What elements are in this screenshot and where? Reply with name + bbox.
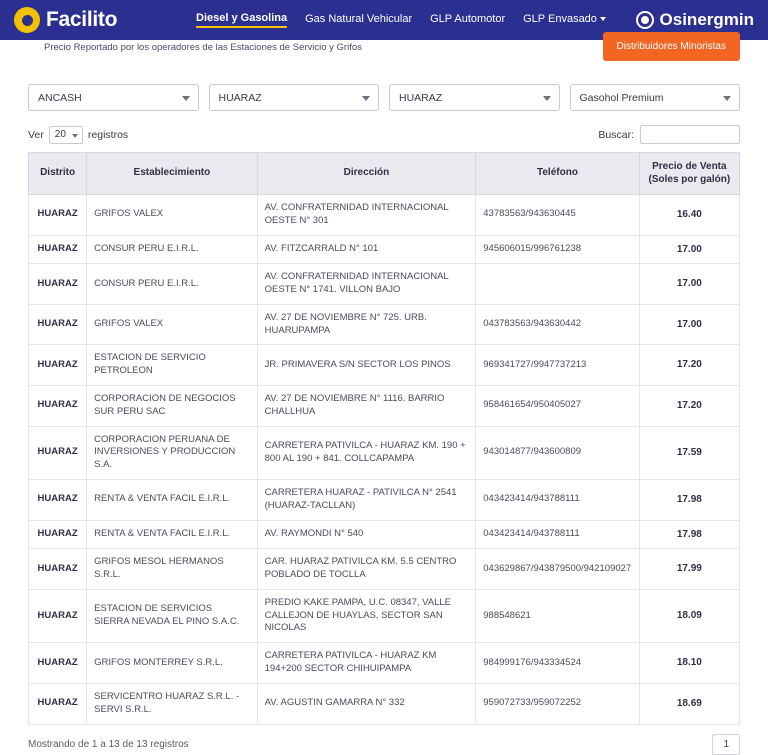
table-row xyxy=(29,386,740,427)
departamento-select[interactable] xyxy=(28,84,199,111)
cell-direccion: JR. PRIMAVERA S/N SECTOR LOS PINOS xyxy=(257,345,476,386)
table-row xyxy=(29,683,740,724)
provincia-value: HUARAZ xyxy=(218,91,262,104)
chevron-down-icon xyxy=(182,96,190,101)
cell-direccion: CAR. HUARAZ PATIVILCA KM. 5.5 CENTRO POBLADO DE TOCLLA xyxy=(257,549,476,590)
chevron-down-icon xyxy=(543,96,551,101)
table-row xyxy=(29,589,740,642)
column-header-precio-line2: (Soles por galón) xyxy=(648,173,731,185)
table-info: Mostrando de 1 a 13 de 13 registros xyxy=(28,738,189,750)
chevron-down-icon xyxy=(72,134,78,138)
table-row xyxy=(29,426,740,479)
sub-banner xyxy=(0,40,768,72)
cell-precio: 17.59 xyxy=(639,426,739,479)
cell-telefono: 43783563/943630445 xyxy=(476,195,639,236)
cell-distrito: HUARAZ xyxy=(29,643,87,684)
table-row xyxy=(29,235,740,264)
table-row xyxy=(29,643,740,684)
cell-establecimiento: CORPORACION PERUANA DE INVERSIONES Y PRODUCCION S.A. xyxy=(87,426,257,479)
cell-direccion: AV. CONFRATERNIDAD INTERNACIONAL OESTE N° 1741. VILLON BAJO xyxy=(257,264,476,305)
table-row xyxy=(29,195,740,236)
cell-telefono: 969341727/9947737213 xyxy=(476,345,639,386)
table-row xyxy=(29,264,740,305)
table-row xyxy=(29,520,740,549)
page-length-control xyxy=(28,126,128,144)
cell-precio: 17.99 xyxy=(639,549,739,590)
cell-establecimiento: GRIFOS MONTERREY S.R.L. xyxy=(87,643,257,684)
nav-item-glp-automotor[interactable] xyxy=(430,13,505,27)
cell-distrito: HUARAZ xyxy=(29,304,87,345)
search-input[interactable] xyxy=(640,125,740,144)
osinergmin-brand[interactable] xyxy=(636,10,754,30)
cell-precio: 18.69 xyxy=(639,683,739,724)
table-row xyxy=(29,480,740,521)
cell-distrito: HUARAZ xyxy=(29,683,87,724)
cell-establecimiento: SERVICENTRO HUARAZ S.R.L. - SERVI S.R.L. xyxy=(87,683,257,724)
provincia-select[interactable] xyxy=(209,84,380,111)
cell-distrito: HUARAZ xyxy=(29,520,87,549)
cell-direccion: CARRETERA HUARAZ - PATIVILCA N° 2541 (HUARAZ-TACLLAN) xyxy=(257,480,476,521)
cell-establecimiento: GRIFOS VALEX xyxy=(87,195,257,236)
cell-distrito: HUARAZ xyxy=(29,480,87,521)
nav-item-diesel-gasolina[interactable] xyxy=(196,12,287,28)
table-head xyxy=(29,153,740,195)
cell-telefono xyxy=(476,264,639,305)
cell-establecimiento: CONSUR PERU E.I.R.L. xyxy=(87,264,257,305)
cell-direccion: CARRETERA PATIVILCA - HUARAZ KM 194+200 SECTOR CHIHUIPAMPA xyxy=(257,643,476,684)
producto-value: Gasohol Premium xyxy=(579,91,664,104)
cell-establecimiento: CORPORACION DE NEGOCIOS SUR PERU SAC xyxy=(87,386,257,427)
cell-precio: 17.98 xyxy=(639,480,739,521)
cell-precio: 17.98 xyxy=(639,520,739,549)
nav-item-label: Diesel y Gasolina xyxy=(196,12,288,24)
cell-telefono: 943014877/943600809 xyxy=(476,426,639,479)
page-length-value: 20 xyxy=(54,129,66,140)
brand[interactable] xyxy=(14,7,164,33)
cell-direccion: AV. 27 DE NOVIEMBRE N° 1116. BARRIO CHALLHUA xyxy=(257,386,476,427)
brand-name: Facilito xyxy=(46,8,118,31)
cell-distrito: HUARAZ xyxy=(29,345,87,386)
osinergmin-logo-icon xyxy=(636,11,654,29)
sub-banner-text: Precio Reportado por los operadores de las Estaciones de Servicio y Grifos xyxy=(44,42,362,53)
nav-item-glp-envasado[interactable] xyxy=(523,13,606,27)
cell-precio: 17.00 xyxy=(639,304,739,345)
cell-establecimiento: ESTACION DE SERVICIO PETROLEON xyxy=(87,345,257,386)
column-header-precio[interactable] xyxy=(639,153,739,195)
cell-telefono: 043783563/943630442 xyxy=(476,304,639,345)
cell-telefono: 988548621 xyxy=(476,589,639,642)
chevron-down-icon xyxy=(723,96,731,101)
filter-bar xyxy=(0,72,768,111)
cell-distrito: HUARAZ xyxy=(29,195,87,236)
column-header-telefono[interactable]: Teléfono xyxy=(476,153,639,195)
producto-select[interactable] xyxy=(570,84,741,111)
results-table xyxy=(28,152,740,725)
distrito-select[interactable] xyxy=(389,84,560,111)
pagination-page-1[interactable]: 1 xyxy=(712,734,740,755)
cell-precio: 17.20 xyxy=(639,345,739,386)
cell-direccion: AV. AGUSTIN GAMARRA N° 332 xyxy=(257,683,476,724)
results-table-container xyxy=(0,152,768,725)
cell-establecimiento: CONSUR PERU E.I.R.L. xyxy=(87,235,257,264)
departamento-value: ANCASH xyxy=(38,91,82,104)
cell-telefono: 043629867/943879500/942109027 xyxy=(476,549,639,590)
distribuidores-minoristas-button[interactable]: Distribuidores Minoristas xyxy=(603,32,740,61)
cell-distrito: HUARAZ xyxy=(29,386,87,427)
cell-distrito: HUARAZ xyxy=(29,589,87,642)
cell-distrito: HUARAZ xyxy=(29,426,87,479)
nav-item-label: GLP Automotor xyxy=(430,13,506,25)
table-row xyxy=(29,549,740,590)
table-row xyxy=(29,345,740,386)
main-nav xyxy=(196,12,636,28)
cell-precio: 17.20 xyxy=(639,386,739,427)
cell-telefono: 043423414/943788111 xyxy=(476,520,639,549)
column-header-establecimiento[interactable]: Establecimiento xyxy=(87,153,257,195)
table-controls xyxy=(0,111,768,152)
cell-telefono: 945606015/996761238 xyxy=(476,235,639,264)
column-header-direccion[interactable]: Dirección xyxy=(257,153,476,195)
cell-telefono: 043423414/943788111 xyxy=(476,480,639,521)
page-length-select[interactable] xyxy=(49,126,83,144)
page-length-suffix: registros xyxy=(87,128,129,141)
cell-precio: 18.09 xyxy=(639,589,739,642)
table-footer xyxy=(0,725,768,755)
cell-telefono: 959072733/959072252 xyxy=(476,683,639,724)
cell-establecimiento: ESTACION DE SERVICIOS SIERRA NEVADA EL PINO S.A.C. xyxy=(87,589,257,642)
gear-circle-icon xyxy=(14,7,40,33)
cell-distrito: HUARAZ xyxy=(29,264,87,305)
osinergmin-name: Osinergmin xyxy=(659,10,754,29)
chevron-down-icon xyxy=(600,17,606,21)
distrito-value: HUARAZ xyxy=(399,91,443,104)
nav-item-label: Gas Natural Vehicular xyxy=(305,13,413,25)
column-header-precio-line1: Precio de Venta xyxy=(652,161,727,172)
cell-direccion: AV. 27 DE NOVIEMBRE N° 725. URB. HUARUPAMPA xyxy=(257,304,476,345)
column-header-distrito[interactable]: Distrito xyxy=(29,153,87,195)
chevron-down-icon xyxy=(362,96,370,101)
cell-direccion: AV. RAYMONDI N° 540 xyxy=(257,520,476,549)
cell-establecimiento: GRIFOS VALEX xyxy=(87,304,257,345)
cell-distrito: HUARAZ xyxy=(29,235,87,264)
cell-establecimiento: RENTA & VENTA FACIL E.I.R.L. xyxy=(87,520,257,549)
cell-direccion: PREDIO KAKE PAMPA, U.C. 08347, VALLE CALLEJON DE HUAYLAS, SECTOR SAN NICOLAS xyxy=(257,589,476,642)
table-body xyxy=(29,195,740,725)
cell-direccion: CARRETERA PATIVILCA - HUARAZ KM. 190 + 800 AL 190 + 841. COLLCAPAMPA xyxy=(257,426,476,479)
cell-precio: 17.00 xyxy=(639,235,739,264)
cell-precio: 18.10 xyxy=(639,643,739,684)
cell-direccion: AV. CONFRATERNIDAD INTERNACIONAL OESTE N° 301 xyxy=(257,195,476,236)
cell-telefono: 984999176/943334524 xyxy=(476,643,639,684)
search-control xyxy=(598,125,740,144)
nav-item-gas-natural-vehicular[interactable] xyxy=(305,13,412,27)
cell-distrito: HUARAZ xyxy=(29,549,87,590)
search-label: Buscar: xyxy=(598,128,634,141)
cell-precio: 16.40 xyxy=(639,195,739,236)
cell-establecimiento: RENTA & VENTA FACIL E.I.R.L. xyxy=(87,480,257,521)
page-length-prefix: Ver xyxy=(28,128,44,141)
cell-precio: 17.00 xyxy=(639,264,739,305)
nav-item-label: GLP Envasado xyxy=(523,13,597,25)
cell-establecimiento: GRIFOS MESOL HERMANOS S.R.L. xyxy=(87,549,257,590)
cell-telefono: 958461654/950405027 xyxy=(476,386,639,427)
table-row xyxy=(29,304,740,345)
table-header-row xyxy=(29,153,740,195)
cell-direccion: AV. FITZCARRALD N° 101 xyxy=(257,235,476,264)
